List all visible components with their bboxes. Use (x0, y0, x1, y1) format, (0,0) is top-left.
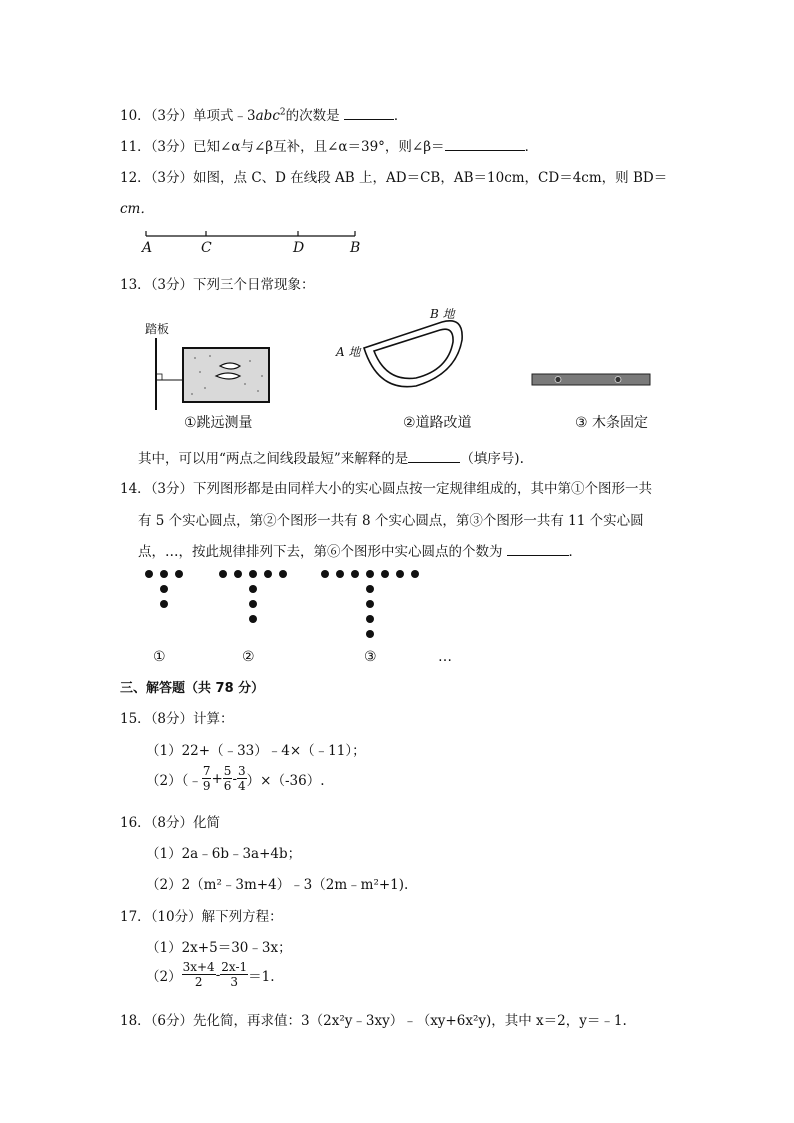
denominator: 3 (230, 975, 239, 989)
numerator: 2x-1 (221, 960, 248, 974)
numerator: 5 (223, 764, 232, 778)
point-label-a: A (142, 240, 153, 256)
question-15 (120, 707, 234, 727)
dot (336, 570, 344, 578)
pattern-caption-1: ① (153, 649, 166, 665)
question-text: 计算： (193, 711, 234, 727)
fraction (182, 960, 216, 989)
question-text: 的次数是 (285, 108, 340, 124)
question-score: （3分） (150, 108, 194, 124)
question-score: （3分） (150, 170, 194, 186)
pattern-caption-3: ③ (364, 649, 377, 665)
numerator: 3 (238, 764, 246, 778)
question-text: 已知∠α与∠β互补，且∠α＝39°，则∠β＝ (193, 139, 445, 155)
question-score: （3分） (150, 481, 194, 497)
dot (160, 600, 168, 608)
answer-blank[interactable] (408, 449, 460, 463)
question-11 (120, 135, 538, 155)
question-16-part1: （1）2a﹣6b﹣3a+4b； (146, 846, 302, 862)
dot (264, 570, 272, 578)
nail-1 (555, 377, 561, 383)
question-number: 18． (120, 1013, 151, 1029)
dot (411, 570, 419, 578)
dot (219, 570, 227, 578)
dot (396, 570, 404, 578)
answer-blank[interactable] (507, 542, 569, 556)
road-figure (356, 312, 468, 394)
caption-wood-strip: ③ 木条固定 (575, 415, 649, 431)
caption-road: ②道路改道 (403, 415, 472, 431)
question-number: 17． (120, 909, 151, 925)
question-text: 其中，可以用“两点之间线段最短”来解释的是 (138, 451, 409, 467)
section-heading: 三、解答题（共 78 分） (120, 681, 265, 696)
question-text: 点，…，按此规律排列下去，第⑥个图形中实心圆点的个数为 (138, 544, 503, 560)
dot (160, 570, 168, 578)
denominator: 4 (238, 779, 246, 793)
question-16-part2: （2）2（m²﹣3m+4）﹣3（2m﹣m²+1). (146, 877, 409, 893)
punctuation: ． (568, 544, 582, 560)
question-12 (120, 166, 667, 186)
wood-strip-figure (530, 372, 652, 388)
dot (366, 570, 374, 578)
dot (145, 570, 153, 578)
question-17-part2 (146, 960, 275, 989)
question-text: 单项式﹣3 (193, 108, 256, 124)
fraction (202, 764, 212, 793)
fraction (220, 960, 248, 989)
question-10 (120, 104, 407, 124)
question-score: （8分） (150, 815, 194, 831)
question-number: 14． (120, 481, 151, 497)
question-15-part2 (146, 764, 324, 793)
question-14-line3 (138, 540, 582, 560)
point-label-d: D (293, 240, 305, 256)
question-text: 先化简，再求值：3（2x²y﹣3xy）﹣（xy+6x²y)，其中 x＝2，y＝﹣1. (193, 1013, 627, 1029)
dot (160, 585, 168, 593)
point-label-c: C (201, 240, 212, 256)
dot (366, 600, 374, 608)
place-b-label: B 地 (430, 307, 455, 321)
question-text: （填序号). (460, 451, 524, 467)
dot (249, 570, 257, 578)
fraction (237, 764, 247, 793)
dot (175, 570, 183, 578)
dot (249, 585, 257, 593)
denominator: 2 (194, 975, 203, 989)
pattern-caption-ellipsis: … (438, 649, 452, 665)
question-17-part1: （1）2x+5＝30﹣3x； (146, 940, 292, 956)
operator: + (211, 770, 223, 787)
dot (366, 585, 374, 593)
question-16 (120, 811, 220, 831)
question-number: 15． (120, 711, 151, 727)
question-17 (120, 905, 283, 925)
question-text: 下列图形都是由同样大小的实心圆点按一定规律组成的，其中第①个图形一共 (193, 481, 653, 497)
fraction (223, 764, 233, 793)
point-label-b: B (350, 240, 361, 256)
question-text: 化简 (193, 815, 221, 831)
question-score: （10分） (150, 909, 202, 925)
answer-blank[interactable] (344, 106, 394, 120)
nail-2 (615, 377, 621, 383)
question-number: 12． (120, 170, 151, 186)
wood-strip (532, 374, 650, 385)
numerator: 3x+4 (182, 960, 215, 974)
place-a-label: A 地 (336, 345, 361, 359)
dot (279, 570, 287, 578)
operator: - (215, 966, 221, 983)
denominator: 6 (223, 779, 232, 793)
exponent: 2 (279, 107, 286, 118)
answer-blank[interactable] (445, 137, 525, 151)
question-text: 解下列方程： (201, 909, 283, 925)
question-12-unit: cm． (120, 201, 154, 217)
question-18 (120, 1009, 627, 1029)
expression-text: ＝1. (248, 968, 275, 985)
dot (321, 570, 329, 578)
segment-figure (140, 226, 370, 260)
dot (366, 615, 374, 623)
dot (366, 630, 374, 638)
question-score: （6分） (150, 1013, 194, 1029)
question-score: （3分） (150, 139, 194, 155)
question-14-line2: 有 5 个实心圆点，第②个图形一共有 8 个实心圆点，第③个图形一共有 11 个实心圆 (138, 513, 644, 529)
dot (249, 615, 257, 623)
caption-long-jump: ①跳远测量 (184, 415, 253, 431)
board-label: 踏板 (145, 322, 170, 336)
dot (381, 570, 389, 578)
question-14 (120, 477, 652, 497)
numerator: 7 (202, 764, 211, 778)
math-variable: abc (255, 108, 280, 124)
pattern-caption-2: ② (242, 649, 255, 665)
expression-text: （2） (146, 968, 182, 985)
question-number: 10． (120, 108, 151, 124)
question-text: 下列三个日常现象： (193, 277, 315, 293)
punctuation: ． (393, 108, 408, 124)
operator: - (232, 770, 237, 787)
denominator: 9 (202, 779, 211, 793)
question-text: 如图，点 C、D 在线段 AB 上，AD＝CB，AB＝10cm，CD＝4cm，则 BD＝ (193, 170, 668, 186)
question-13-follow (138, 447, 524, 467)
question-score: （8分） (150, 711, 194, 727)
question-number: 11． (120, 139, 151, 155)
question-13 (120, 273, 315, 293)
expression-text: （2）（﹣ (146, 772, 202, 789)
long-jump-figure (150, 336, 275, 412)
dot (351, 570, 359, 578)
question-score: （3分） (150, 277, 194, 293)
expression-text: ）×（-36）. (246, 772, 325, 789)
dot (234, 570, 242, 578)
question-15-part1: （1）22+（﹣33）﹣4×（﹣11）； (146, 743, 366, 759)
dot (249, 600, 257, 608)
punctuation: ． (524, 139, 539, 155)
question-number: 13． (120, 277, 151, 293)
question-number: 16． (120, 815, 151, 831)
